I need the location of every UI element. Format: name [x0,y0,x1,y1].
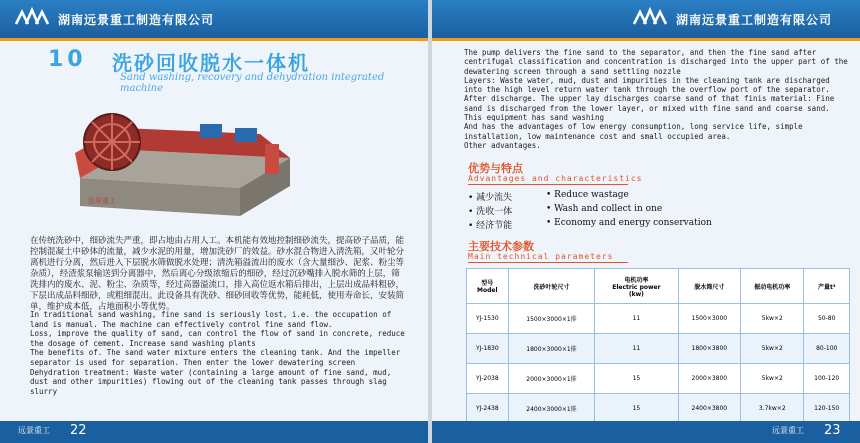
right-page [432,0,860,443]
header-stripe [432,38,860,41]
footer-brand: 远景重工 [772,426,804,435]
table-cell: 15 [595,364,678,394]
company-logo-icon [14,6,50,32]
advantage-item [468,204,848,218]
table-cell: YJ-2038 [467,364,509,394]
header-stripe [0,38,428,41]
body-text-en: In traditional sand washing, fine sand is seriously lost, i.e. the occupation of land is manual. The machine can effectively control fine sand flow. Loss, improve the quality of sand, can control the flow of sand in concrete, reduce the dosage of cement. Increase sand washing plants The benefits of. The sand water mixture enters the cleaning tank. And the impeller separator is used for separation. Then enter the lower dewatering screen Dehydration treatment: Waste water (containing a large amount of fine sand, mud, dust and other impurities) flowing out of the cleaning tank passes through slag slurry [30,310,405,396]
table-header-row [467,269,850,304]
title-cn: 洗砂回收脱水一体机 [112,51,310,75]
page-number: 23 [824,423,841,438]
footer-brand: 远景重工 [18,426,50,435]
table-row [467,394,850,424]
table-cell: 2000×3000×1排 [508,364,595,394]
table-cell: 50-80 [804,304,850,334]
table-cell: 2400×3000×1排 [508,394,595,424]
table-cell: YJ-2438 [467,394,509,424]
page-number: 22 [70,423,87,438]
advantage-cn: • 经济节能 [468,221,513,231]
table-cell: 1500×3000 [678,304,741,334]
parameters-title-cn: 主要技术参数 [468,240,534,253]
table-cell: 80-100 [804,334,850,364]
table-cell: 100-120 [804,364,850,394]
table-cell: 11 [595,334,678,364]
table-cell: 1500×3000×1排 [508,304,595,334]
parameters-underline [468,262,628,263]
advantage-en: • Reduce wastage [546,190,629,200]
company-name: 湖南远景重工制造有限公司 [676,13,833,27]
table-cell: YJ-1830 [467,334,509,364]
table-header-cell: 脱水筛尺寸 [678,269,741,304]
table-row [467,364,850,394]
table-cell: 5kw×2 [741,304,804,334]
table-cell: 1800×3800 [678,334,741,364]
table-row [467,334,850,364]
table-cell: 11 [595,304,678,334]
advantages-title-cn: 优势与特点 [468,162,523,175]
advantage-item [468,218,848,232]
table-cell: 2400×3800 [678,394,741,424]
advantage-en: • Wash and collect in one [546,204,663,214]
advantage-item [468,190,848,204]
advantage-cn: • 洗收一体 [468,207,513,217]
table-header-cell: 型号 Model [467,269,509,304]
table-cell: 1800×3000×1排 [508,334,595,364]
header-bar [432,0,860,38]
title-en: Sand washing, recovery and dehydration integrated machine [120,72,385,94]
advantages-list [468,190,848,232]
table-header-cell: 振动电机功率 [741,269,804,304]
table-header-cell: 电机功率 Electric power (kw) [595,269,678,304]
table-header-cell: 洗砂叶轮尺寸 [508,269,595,304]
machine-image [60,88,300,228]
machine-label: 远景重工 [88,197,116,205]
company-logo-icon [632,6,668,32]
body-text-cn: 在传统洗砂中，细砂流失严重，即占地由占用人工。本机能有效地控制细砂流失，提高砂子品质，能控制混凝土中砂体的流量，减少水泥的用量，增加洗砂厂的效益。砂水混合物进入清洗箱，又叶轮分离机进行分离，然后进入下层脱水筛做脱水处理；清洗箱溢流出的废水（含大量细沙、泥浆、粉尘等杂质），经渣浆泵输送到分离器中，然后离心分级浓缩后的细砂，经过沉砂嘴排入脱水筛的上层，筛洗排内的废水、泥、粉尘、杂质等，经过高器溢流口，排入高位返水箱后排出，上层出成品料粗砂，下层出成品料细砂，或粗细混出。此设备具有洗砂、细砂回收等优势，能耗低，使用寿命长，安装简单，维护成本低，占地面积小等优势。 [30,236,405,312]
table-row [467,304,850,334]
footer-bar [0,421,428,443]
parameters-table-wrap [466,268,850,416]
table-header-cell: 产量t³ [804,269,850,304]
footer-bar [432,421,860,443]
table-cell: YJ-1530 [467,304,509,334]
body-text-en: The pump delivers the fine sand to the separator, and then the fine sand after centrifugal classification and concentration is discharged into the upper part of the dewatering screen through a sand settling nozzle Layers: Waste water, mud, dust and impurities in the cleaning tank are discharged into the high level return water tank through the overflow port of the separator. After discharge. The upper lay discharges coarse sand of that finis material: Fine sand is discharged from the lower layer, or mixed with fine sand and coarse sand. This equipment has sand washing And has the advantages of low energy consumption, long service life, simple installation, low maintenance cost and small occupied area. Other advantages. [464,48,848,150]
table-cell: 15 [595,394,678,424]
parameters-title-en: Main technical parameters [468,252,614,261]
section-number: 10 [48,47,87,72]
advantage-en: • Economy and energy conservation [546,218,712,228]
advantages-title-en: Advantages and characteristics [468,174,643,183]
table-cell: 3.7kw×2 [741,394,804,424]
advantage-cn: • 减少流失 [468,193,513,203]
header-bar [0,0,428,38]
table-cell: 5kw×2 [741,364,804,394]
table-cell: 120-150 [804,394,850,424]
table-cell: 5kw×2 [741,334,804,364]
advantages-underline [468,184,628,185]
parameters-table [466,268,850,424]
table-cell: 2000×3800 [678,364,741,394]
left-page [0,0,428,443]
company-name: 湖南远景重工制造有限公司 [58,13,215,27]
